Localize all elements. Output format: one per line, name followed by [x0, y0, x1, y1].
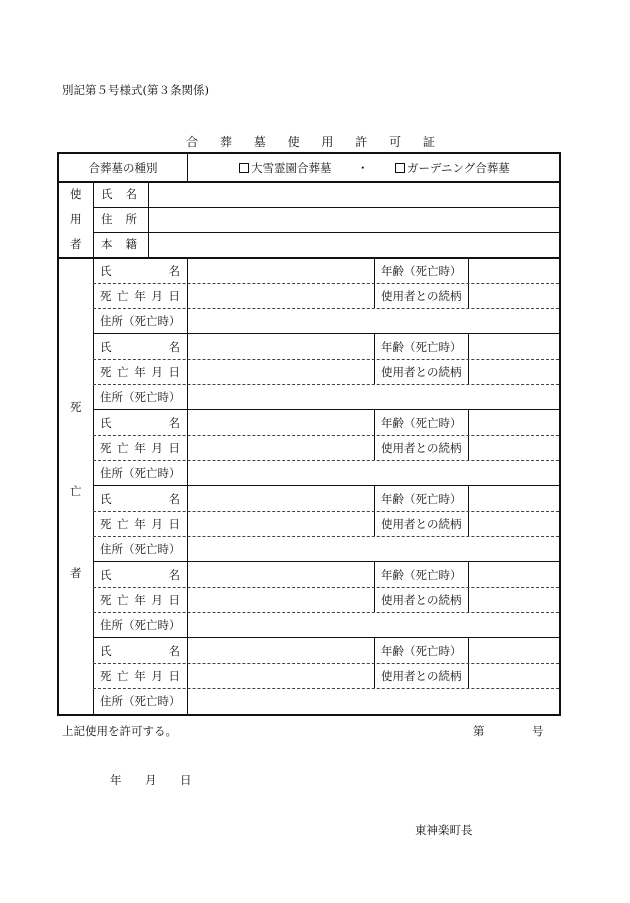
- deceased-name-label: 氏 名: [100, 416, 180, 430]
- deceased-relation-field[interactable]: [470, 664, 558, 687]
- deceased-death-date-field[interactable]: [189, 360, 373, 383]
- deceased-address-field[interactable]: [189, 689, 557, 713]
- deceased-relation-label: 使用者との続柄: [381, 517, 462, 531]
- deceased-relation-field[interactable]: [470, 512, 558, 535]
- deceased-age-label: 年齢（死亡時）: [381, 568, 462, 582]
- deceased-age-label: 年齢（死亡時）: [381, 416, 462, 430]
- deceased-death-date-label: 死 亡 年 月 日: [100, 593, 180, 607]
- deceased-label-char: 亡: [70, 484, 82, 498]
- deceased-address-field[interactable]: [189, 537, 557, 561]
- deceased-address-label: 住所（死亡時）: [100, 694, 181, 708]
- deceased-death-date-field[interactable]: [189, 284, 373, 307]
- deceased-age-label: 年齢（死亡時）: [381, 340, 462, 354]
- deceased-death-date-field[interactable]: [189, 436, 373, 459]
- deceased-address-label: 住所（死亡時）: [100, 542, 181, 556]
- permit-number-suffix: 号: [532, 724, 544, 738]
- deceased-address-field[interactable]: [189, 613, 557, 637]
- deceased-age-field[interactable]: [470, 411, 558, 434]
- page-title: 合 葬 墓 使 用 許 可 証: [186, 135, 444, 149]
- permit-form-table: [57, 152, 561, 716]
- deceased-relation-label: 使用者との続柄: [381, 365, 462, 379]
- grave-type-label: 合葬墓の種別: [88, 161, 158, 175]
- deceased-address-label: 住所（死亡時）: [100, 618, 181, 632]
- deceased-name-field[interactable]: [189, 411, 373, 434]
- deceased-relation-label: 使用者との続柄: [381, 593, 462, 607]
- user-honseki-field[interactable]: [149, 233, 559, 258]
- user-address-field[interactable]: [149, 208, 559, 232]
- deceased-relation-field[interactable]: [470, 284, 558, 307]
- deceased-relation-label: 使用者との続柄: [381, 441, 462, 455]
- deceased-death-date-label: 死 亡 年 月 日: [100, 289, 180, 303]
- permit-number-field[interactable]: [490, 722, 526, 740]
- deceased-name-label: 氏 名: [100, 492, 180, 506]
- user-address-label: 住 所: [101, 212, 137, 226]
- deceased-address-field[interactable]: [189, 309, 557, 333]
- deceased-age-field[interactable]: [470, 487, 558, 510]
- deceased-relation-field[interactable]: [470, 360, 558, 383]
- form-style-note: 別記第５号様式(第３条関係): [62, 83, 209, 97]
- grave-type-option-gardening[interactable]: ガーデニング合葬墓: [395, 163, 510, 175]
- deceased-label-char: 者: [70, 566, 82, 580]
- deceased-address-label: 住所（死亡時）: [100, 466, 181, 480]
- deceased-label-char: 死: [70, 400, 82, 414]
- deceased-death-date-label: 死 亡 年 月 日: [100, 365, 180, 379]
- deceased-address-label: 住所（死亡時）: [100, 390, 181, 404]
- user-name-label: 氏 名: [101, 187, 137, 201]
- deceased-relation-label: 使用者との続柄: [381, 289, 462, 303]
- deceased-name-field[interactable]: [189, 487, 373, 510]
- deceased-name-field[interactable]: [189, 335, 373, 358]
- permit-statement: 上記使用を許可する。: [62, 724, 177, 738]
- permit-number-label: 第: [473, 724, 485, 738]
- date-year-label: 年: [110, 773, 122, 787]
- deceased-name-field[interactable]: [189, 259, 373, 282]
- grave-type-option-taisetsu[interactable]: 大雪霊園合葬墓: [239, 163, 332, 175]
- deceased-name-field[interactable]: [189, 563, 373, 586]
- deceased-death-date-field[interactable]: [189, 664, 373, 687]
- deceased-age-field[interactable]: [470, 259, 558, 282]
- deceased-relation-field[interactable]: [470, 436, 558, 459]
- deceased-age-label: 年齢（死亡時）: [381, 644, 462, 658]
- issuer-name: 東神楽町長: [415, 823, 473, 837]
- deceased-death-date-field[interactable]: [189, 588, 373, 611]
- checkbox-icon[interactable]: [395, 163, 405, 173]
- deceased-age-field[interactable]: [470, 639, 558, 662]
- deceased-age-label: 年齢（死亡時）: [381, 264, 462, 278]
- date-day-label: 日: [180, 773, 192, 787]
- user-label-char: 使: [70, 187, 82, 201]
- grave-type-separator: ・: [357, 161, 369, 175]
- user-honseki-label: 本 籍: [101, 237, 137, 251]
- deceased-relation-label: 使用者との続柄: [381, 669, 462, 683]
- deceased-address-label: 住所（死亡時）: [100, 314, 181, 328]
- user-label-char: 用: [70, 212, 82, 226]
- user-label-char: 者: [70, 237, 82, 251]
- deceased-name-label: 氏 名: [100, 644, 180, 658]
- deceased-death-date-label: 死 亡 年 月 日: [100, 441, 180, 455]
- deceased-name-label: 氏 名: [100, 568, 180, 582]
- deceased-age-field[interactable]: [470, 563, 558, 586]
- user-name-field[interactable]: [149, 182, 559, 207]
- deceased-relation-field[interactable]: [470, 588, 558, 611]
- deceased-age-field[interactable]: [470, 335, 558, 358]
- deceased-age-label: 年齢（死亡時）: [381, 492, 462, 506]
- deceased-address-field[interactable]: [189, 461, 557, 485]
- deceased-name-field[interactable]: [189, 639, 373, 662]
- deceased-address-field[interactable]: [189, 385, 557, 409]
- deceased-death-date-label: 死 亡 年 月 日: [100, 669, 180, 683]
- deceased-name-label: 氏 名: [100, 264, 180, 278]
- deceased-name-label: 氏 名: [100, 340, 180, 354]
- deceased-death-date-label: 死 亡 年 月 日: [100, 517, 180, 531]
- checkbox-icon[interactable]: [239, 163, 249, 173]
- date-month-label: 月: [145, 773, 157, 787]
- deceased-death-date-field[interactable]: [189, 512, 373, 535]
